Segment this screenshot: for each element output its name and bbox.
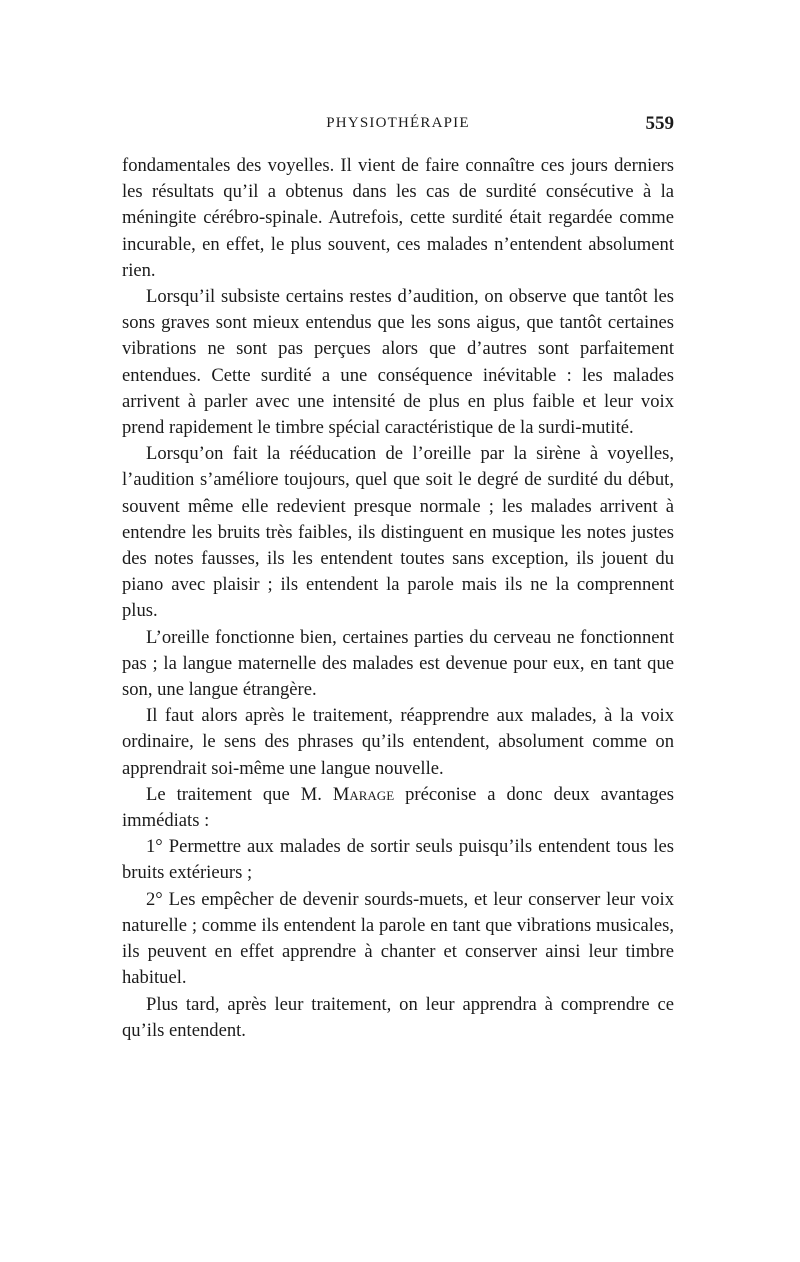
paragraph: L’oreille fonctionne bien, certaines parties du cerveau ne fonctionnent pas ; la langue maternelle des malades est devenue pour eux, en tant que son, une langue étrangère.	[122, 626, 674, 701]
paragraph: Il faut alors après le traitement, réapprendre aux malades, à la voix ordinaire, le sens des phrases qu’ils entendent, absolument comme on apprendrait soi-même une langue nouvelle.	[122, 705, 674, 779]
paragraph: Lorsqu’il subsiste certains restes d’audition, on observe que tantôt les sons graves sont mieux entendus que les sons aigus, que tantôt certaines vibrations ne sont pas perçues alors que d’autres sont parfaitement entendues. Cette surdité a une conséquence inévitable : les malades arrivent à parler avec une intensité de plus en plus faible et leur voix prend rapidement le timbre spécial caractéristique de la surdi-mutité.	[122, 286, 674, 439]
paragraph-continuation: fondamentales des voyelles. Il vient de faire connaître ces jours derniers les résultats qu’il a obtenus dans les cas de surdité consécutive à la méningite cérébro-spinale. Autrefois, cette surdité était regardée comme incurable, en effet, le plus souvent, ces malades n’entendent absolument rien.	[122, 155, 674, 281]
paragraph-text: préconise a donc deux avantages immédiats :	[122, 783, 674, 832]
author-name: Marage	[332, 783, 395, 805]
paragraph-text: Le traitement que M.	[146, 783, 333, 805]
paragraph: Lorsqu’on fait la rééducation de l’oreille par la sirène à voyelles, l’audition s’améliore toujours, quel que soit le degré de surdité du début, souvent même elle redevient presque normale ; les malades arrivent à entendre les bruits très faibles, ils distinguent en musique les notes justes des notes fausses, ils les entendent toutes sans exception, ils jouent du piano avec plaisir ; ils entendent la parole mais ils ne la comprennent plus.	[122, 443, 674, 622]
list-item-first-advantage: 1° Permettre aux malades de sortir seuls puisqu’ils entendent tous les bruits extérieurs ;	[122, 836, 674, 884]
running-title: PHYSIOTHÉRAPIE	[326, 115, 470, 131]
paragraph-advantages-intro	[122, 782, 674, 834]
running-head	[122, 113, 674, 141]
body-text	[122, 153, 674, 1044]
paragraph: Plus tard, après leur traitement, on leur apprendra à comprendre ce qu’ils entendent.	[122, 993, 674, 1041]
list-item-second-advantage: 2° Les empêcher de devenir sourds-muets, et leur conserver leur voix naturelle ; comme ils entendent la parole en tant que vibrations musicales, ils peuvent en effet apprendre à chanter et conserver ainsi leur timbre habituel.	[122, 888, 674, 989]
page-number: 559	[645, 113, 674, 134]
